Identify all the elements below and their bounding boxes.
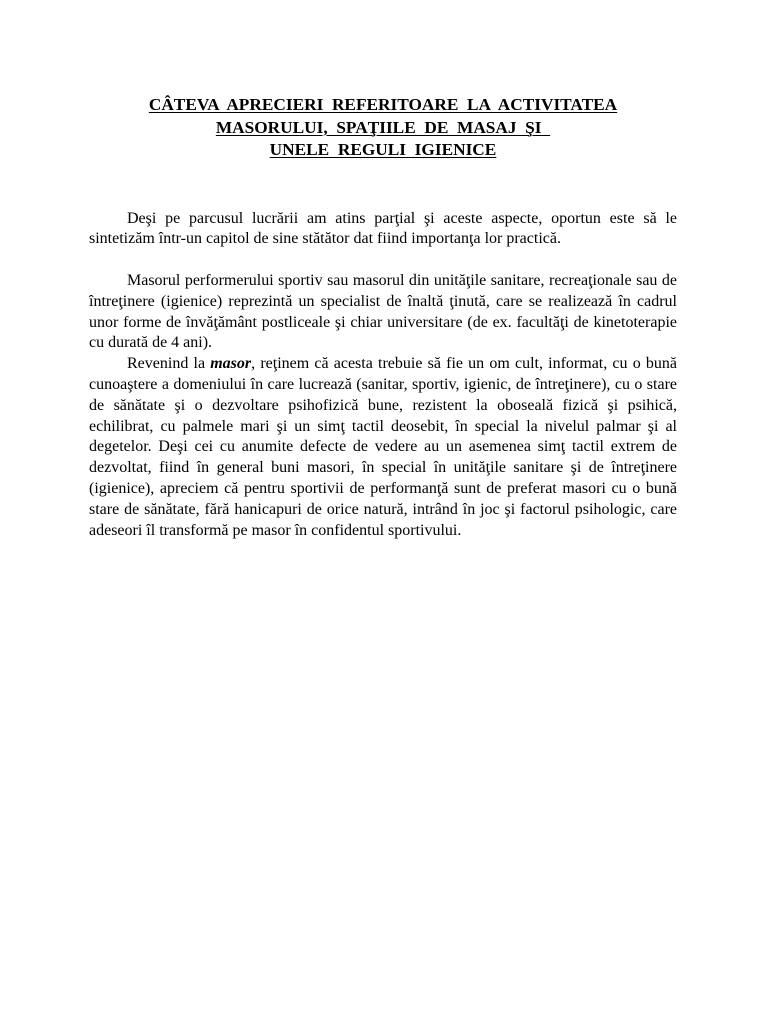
document-page: [89, 94, 677, 541]
document-title: [89, 94, 677, 162]
paragraph-masor-definition: Masorul performerului sportiv sau masorul din unităţile sanitare, recreaţionale sau de întreţinere (igienice) reprezintă un specialist de înaltă ţinută, care se realizează în cadrul unor forme de învăţământ postliceale şi chiar universitare (de ex. facultăţi de kinetoterapie cu durată de 4 ani).: [89, 272, 677, 352]
emphasized-term-masor: masor: [210, 355, 252, 373]
paragraph-body-text: , reţinem că acesta trebuie să fie un om cult, informat, cu o bună cunoaştere a domeniului în care lucrează (sanitar, sportiv, igienic, de întreţinere), cu o stare de sănătate şi o dezvoltare psihofizică bune, rezistent la oboseală fizică şi psihică, echilibrat, cu palmele mari şi un simţ tactil deosebit, în special la nivelul palmar şi al degetelor. Deşi cei cu anumite defecte de vedere au un asemenea simţ tactil extrem de dezvoltat, fiind în general buni masori, în special în unităţile sanitare şi de întreţinere (igienice), apreciem că pentru sportivii de performanţă sunt de preferat masori cu o bună stare de sănătate, fără hanicapuri de orice natură, intrând în joc şi factorul psihologic, care adeseori îl transformă pe masor în confidentul sportivului.: [89, 355, 677, 539]
paragraph-masor-qualities: [89, 354, 677, 541]
paragraph-intro: Deşi pe parcusul lucrării am atins parţial şi aceste aspecte, oportun este să le sintetizăm într-un capitol de sine stătător dat fiind importanţa lor practică.: [89, 209, 677, 248]
paragraph-lead-text: Revenind la: [127, 355, 211, 373]
title-line-3: UNELE REGULI IGIENICE: [269, 140, 497, 159]
title-line-2: MASORULUI, SPAŢIILE DE MASAJ ŞI: [215, 117, 551, 137]
title-line-1: CÂTEVA APRECIERI REFERITOARE LA ACTIVITATEA: [148, 95, 618, 114]
